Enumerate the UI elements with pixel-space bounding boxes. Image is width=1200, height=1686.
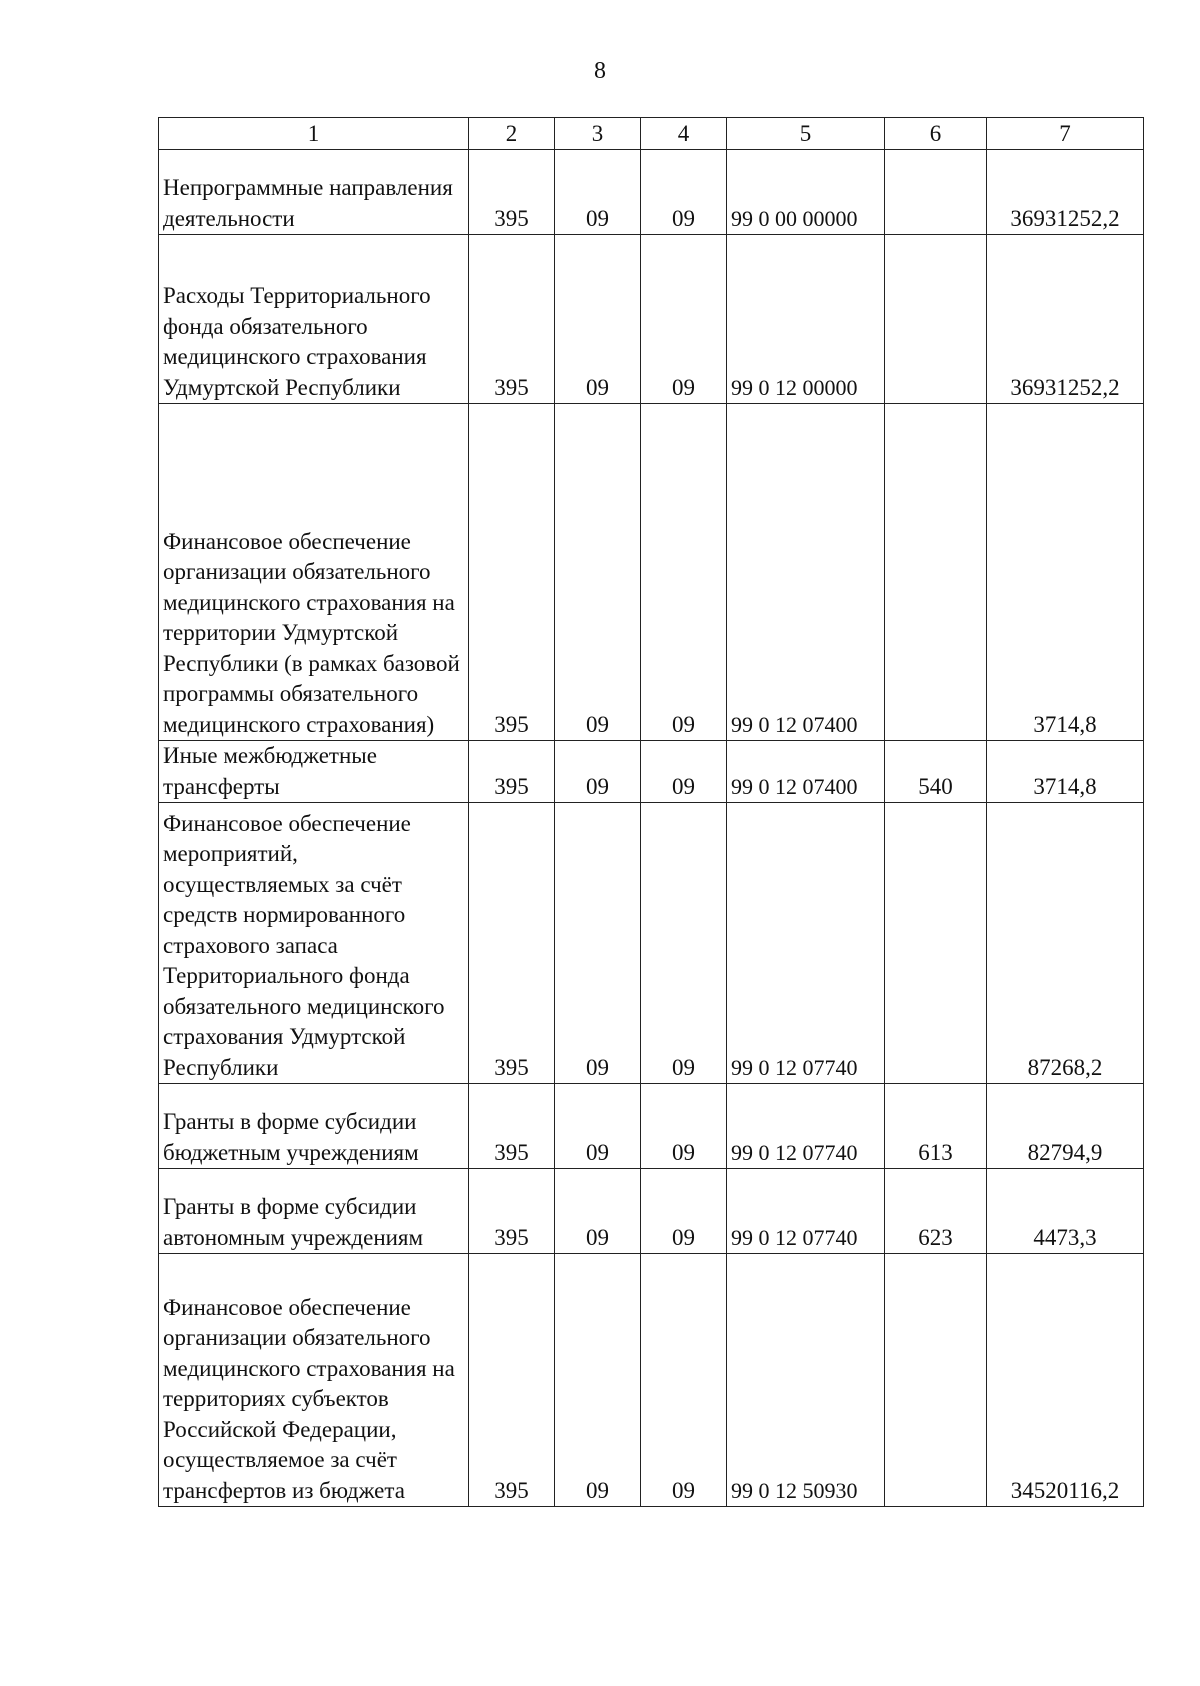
row-c5: 99 0 12 07400 (727, 404, 885, 741)
table-row (159, 1254, 1144, 1507)
row-c7: 34520116,2 (987, 1254, 1144, 1507)
row-c2: 395 (469, 741, 555, 803)
row-name: Гранты в форме субсидии автономным учреждениям (159, 1169, 469, 1254)
table-row (159, 1084, 1144, 1169)
row-c2: 395 (469, 404, 555, 741)
budget-table (158, 117, 1144, 1507)
row-c5: 99 0 12 50930 (727, 1254, 885, 1507)
column-header-5: 5 (727, 118, 885, 150)
row-c6 (885, 150, 987, 235)
column-header-7: 7 (987, 118, 1144, 150)
row-c6: 623 (885, 1169, 987, 1254)
column-header-2: 2 (469, 118, 555, 150)
row-name: Финансовое обеспечение организации обязательного медицинского страхования на территориях субъектов Российской Федерации, осуществляемое за счёт трансфертов из бюджета (159, 1254, 469, 1507)
column-header-1: 1 (159, 118, 469, 150)
row-c4: 09 (641, 741, 727, 803)
row-c6: 540 (885, 741, 987, 803)
row-c4: 09 (641, 235, 727, 404)
row-c3: 09 (555, 741, 641, 803)
row-name: Гранты в форме субсидии бюджетным учреждениям (159, 1084, 469, 1169)
table-row (159, 1169, 1144, 1254)
row-c5: 99 0 12 00000 (727, 235, 885, 404)
row-c5: 99 0 12 07740 (727, 1169, 885, 1254)
row-name: Расходы Территориального фонда обязательного медицинского страхования Удмуртской Республики (159, 235, 469, 404)
table-row (159, 404, 1144, 741)
table-row (159, 150, 1144, 235)
row-c7: 36931252,2 (987, 150, 1144, 235)
row-c4: 09 (641, 404, 727, 741)
row-c3: 09 (555, 1084, 641, 1169)
row-c2: 395 (469, 803, 555, 1084)
row-c3: 09 (555, 235, 641, 404)
row-c5: 99 0 12 07740 (727, 1084, 885, 1169)
row-c2: 395 (469, 1254, 555, 1507)
row-c7: 87268,2 (987, 803, 1144, 1084)
row-c2: 395 (469, 1169, 555, 1254)
row-c6: 613 (885, 1084, 987, 1169)
row-c7: 82794,9 (987, 1084, 1144, 1169)
row-c5: 99 0 12 07740 (727, 803, 885, 1084)
row-c6 (885, 803, 987, 1084)
row-c7: 3714,8 (987, 404, 1144, 741)
row-name: Иные межбюджетные трансферты (159, 741, 469, 803)
row-name: Финансовое обеспечение организации обязательного медицинского страхования на территории Удмуртской Республики (в рамках базовой программы обязательного медицинского страхования) (159, 404, 469, 741)
column-header-4: 4 (641, 118, 727, 150)
row-c2: 395 (469, 1084, 555, 1169)
row-name: Непрограммные направления деятельности (159, 150, 469, 235)
table-row (159, 803, 1144, 1084)
row-c3: 09 (555, 150, 641, 235)
row-c6 (885, 404, 987, 741)
row-c2: 395 (469, 150, 555, 235)
row-c5: 99 0 12 07400 (727, 741, 885, 803)
row-c3: 09 (555, 803, 641, 1084)
table-row (159, 741, 1144, 803)
row-c6 (885, 235, 987, 404)
row-c3: 09 (555, 404, 641, 741)
row-c3: 09 (555, 1254, 641, 1507)
row-c7: 36931252,2 (987, 235, 1144, 404)
row-c4: 09 (641, 1254, 727, 1507)
row-c4: 09 (641, 1169, 727, 1254)
table-row (159, 235, 1144, 404)
row-c4: 09 (641, 803, 727, 1084)
header-row (159, 118, 1144, 150)
row-c2: 395 (469, 235, 555, 404)
row-c3: 09 (555, 1169, 641, 1254)
column-header-3: 3 (555, 118, 641, 150)
row-name: Финансовое обеспечение мероприятий, осуществляемых за счёт средств нормированного страхового запаса Территориального фонда обязательного медицинского страхования Удмуртской Республики (159, 803, 469, 1084)
row-c4: 09 (641, 150, 727, 235)
row-c7: 3714,8 (987, 741, 1144, 803)
column-header-6: 6 (885, 118, 987, 150)
row-c7: 4473,3 (987, 1169, 1144, 1254)
page-number: 8 (594, 58, 606, 84)
row-c5: 99 0 00 00000 (727, 150, 885, 235)
row-c6 (885, 1254, 987, 1507)
row-c4: 09 (641, 1084, 727, 1169)
